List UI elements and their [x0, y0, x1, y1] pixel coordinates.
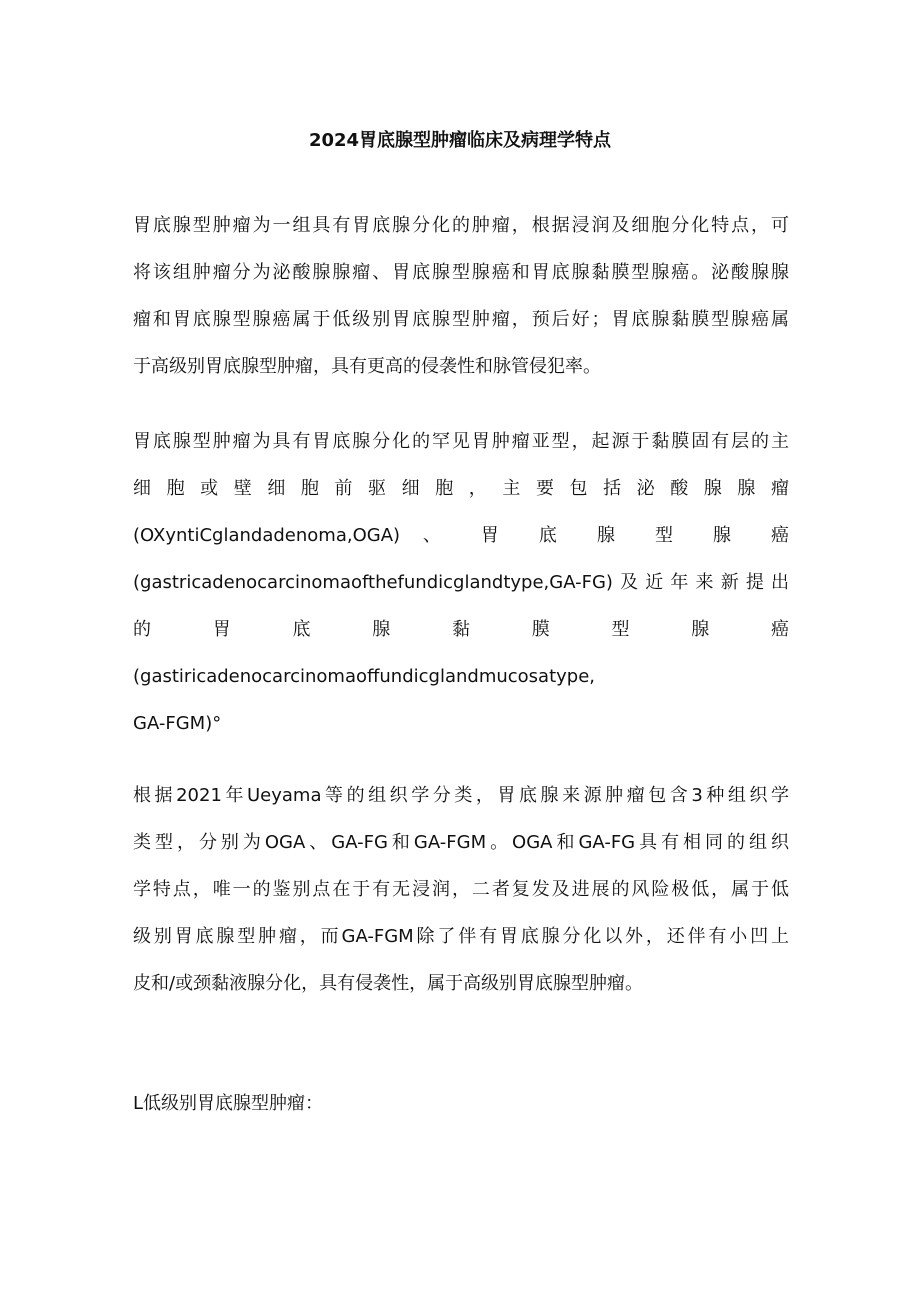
section-heading	[133, 1080, 789, 1127]
paragraph-line: 的 胃 底 腺 黏 膜 型 腺 癌	[133, 619, 789, 640]
paragraph-line: 将该组肿瘤分为泌酸腺腺瘤、胃底腺型腺癌和胃底腺黏膜型腺癌。泌酸腺腺	[133, 262, 789, 283]
paragraph-intro	[133, 202, 789, 390]
paragraph-line: (OXyntiCglandadenoma,OGA) 、 胃 底 腺 型 腺 癌	[133, 525, 789, 546]
paragraph-line: 胃底腺型肿瘤为具有胃底腺分化的罕见胃肿瘤亚型，起源于黏膜固有层的主	[133, 431, 789, 452]
paragraph-line: 瘤和胃底腺型腺癌属于低级别胃底腺型肿瘤，预后好；胃底腺黏膜型腺癌属	[133, 309, 789, 330]
paragraph-line: 学特点，唯一的鉴别点在于有无浸润，二者复发及进展的风险极低，属于低	[133, 879, 789, 900]
document-title: 2024胃底腺型肿瘤临床及病理学特点	[308, 130, 612, 151]
paragraph-line: 于高级别胃底腺型肿瘤，具有更高的侵袭性和脉管侵犯率。	[133, 356, 601, 377]
paragraph-line: 胃底腺型肿瘤为一组具有胃底腺分化的肿瘤，根据浸润及细胞分化特点，可	[133, 215, 789, 236]
paragraph-line: 皮和/或颈黏液腺分化，具有侵袭性，属于高级别胃底腺型肿瘤。	[133, 973, 644, 994]
paragraph-line: 细 胞 或 壁 细 胞 前 驱 细 胞 ， 主 要 包 括 泌 酸 腺 腺 瘤	[133, 478, 789, 499]
paragraph-line: 级别胃底腺型肿瘤，而GA-FGM除了伴有胃底腺分化以外，还伴有小凹上	[133, 926, 789, 947]
paragraph-line: (gastiricadenocarcinomaoffundicglandmucosatype,	[133, 666, 596, 687]
paragraph-definition	[133, 418, 789, 747]
paragraph-line: 类型，分别为OGA、GA-FG和GA-FGM。OGA和GA-FG具有相同的组织	[133, 832, 789, 853]
paragraph-classification	[133, 772, 789, 1007]
paragraph-line: GA-FGM)°	[133, 713, 222, 734]
paragraph-line: (gastricadenocarcinomaofthefundicglandtype,GA-FG)及近年来新提出	[133, 572, 789, 593]
paragraph-line: 根据2021年Ueyama等的组织学分类，胃底腺来源肿瘤包含3种组织学	[133, 785, 789, 806]
section-heading-text: L低级别胃底腺型肿瘤：	[133, 1093, 324, 1114]
